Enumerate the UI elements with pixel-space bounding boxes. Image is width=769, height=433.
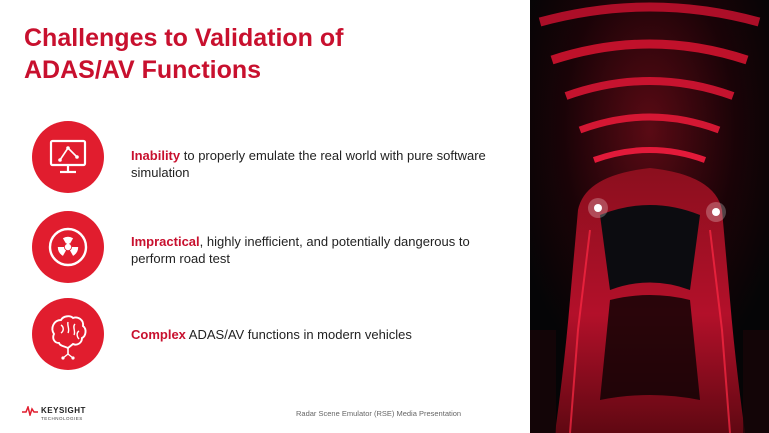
footer-caption: Radar Scene Emulator (RSE) Media Presentation — [296, 409, 462, 418]
keyword-inability: Inability — [131, 148, 181, 163]
challenge-text-inability — [131, 147, 491, 181]
challenge-item-complex — [32, 298, 532, 370]
keyword-complex: Complex — [131, 327, 186, 342]
slide-title-line2: ADAS/AV Functions — [24, 56, 262, 84]
keyword-impractical: Impractical — [131, 234, 200, 249]
challenge-item-impractical — [32, 211, 532, 283]
brain-circuit-icon — [32, 298, 104, 370]
slide-title — [24, 22, 444, 86]
hazard-icon — [32, 211, 104, 283]
slide-title-line1: Challenges to Validation of — [24, 24, 344, 52]
challenge-body-inability: to properly emulate the real world with pure software simulation — [131, 148, 486, 180]
brand-name: KEYSIGHT — [41, 406, 86, 415]
challenge-text-complex — [131, 326, 491, 343]
keysight-wave-icon — [22, 406, 38, 416]
challenge-item-inability — [32, 121, 532, 193]
challenge-body-impractical: , highly inefficient, and potentially dangerous to perform road test — [131, 234, 470, 266]
challenge-body-complex: ADAS/AV functions in modern vehicles — [185, 327, 412, 342]
challenge-text-impractical — [131, 233, 491, 267]
car-radar-photo — [530, 0, 769, 433]
brand-sub: TECHNOLOGIES — [41, 416, 83, 421]
monitor-icon — [32, 121, 104, 193]
